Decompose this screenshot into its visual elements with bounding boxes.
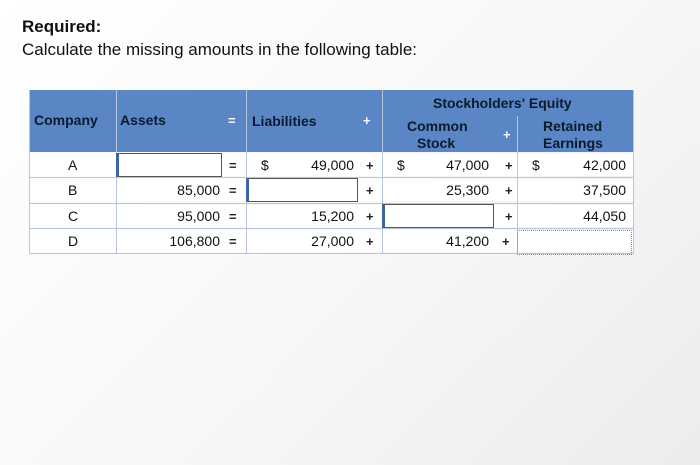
plus-sign: +	[366, 183, 374, 198]
header-assets: Assets	[120, 112, 166, 128]
header-equals: =	[228, 113, 236, 128]
col-divider	[633, 90, 634, 254]
company-label: A	[68, 157, 78, 173]
common-stock-input-c[interactable]	[382, 204, 494, 228]
plus-sign: +	[366, 234, 374, 249]
plus-sign: +	[505, 158, 513, 173]
common-stock-value: 41,200	[446, 233, 489, 249]
header-liabilities: Liabilities	[252, 113, 317, 129]
plus-sign: +	[505, 209, 513, 224]
header-plus-2: +	[503, 127, 511, 142]
retained-earnings-value: 37,500	[583, 182, 626, 198]
header-common-stock-1: Common	[407, 118, 468, 134]
plus-sign: +	[505, 183, 513, 198]
liabilities-value: 49,000	[311, 157, 354, 173]
plus-sign: +	[502, 234, 510, 249]
assets-input-a[interactable]	[116, 153, 222, 177]
header-retained-2: Earnings	[543, 135, 603, 151]
equals-sign: =	[229, 158, 237, 173]
dollar-sign: $	[532, 157, 540, 173]
retained-earnings-input-d[interactable]	[517, 230, 632, 255]
assets-value: 95,000	[177, 208, 220, 224]
company-label: D	[68, 233, 79, 249]
common-stock-value: 47,000	[446, 157, 489, 173]
dollar-sign: $	[397, 157, 405, 173]
header-plus: +	[363, 113, 371, 128]
retained-earnings-value: 44,050	[583, 208, 626, 224]
instructions-text: Calculate the missing amounts in the following table:	[22, 40, 417, 59]
col-divider	[246, 90, 247, 254]
assets-value: 106,800	[169, 233, 220, 249]
header-stockholders-equity: Stockholders' Equity	[433, 95, 572, 111]
col-divider	[29, 90, 30, 254]
equals-sign: =	[229, 234, 237, 249]
plus-sign: +	[366, 209, 374, 224]
required-heading: Required:	[22, 17, 102, 36]
retained-earnings-value: 42,000	[583, 157, 626, 173]
header-retained-1: Retained	[543, 118, 603, 134]
header-common-stock-2: Stock	[417, 135, 456, 151]
company-label: C	[68, 208, 79, 224]
liabilities-input-b[interactable]	[246, 178, 358, 202]
equals-sign: =	[229, 183, 237, 198]
header-company: Company	[34, 112, 98, 128]
col-divider	[382, 90, 383, 254]
plus-sign: +	[366, 158, 374, 173]
row-divider	[29, 228, 633, 229]
liabilities-value: 15,200	[311, 208, 354, 224]
liabilities-value: 27,000	[311, 233, 354, 249]
assets-value: 85,000	[177, 182, 220, 198]
dollar-sign: $	[261, 157, 269, 173]
company-label: B	[68, 182, 78, 198]
row-divider	[29, 203, 633, 204]
equals-sign: =	[229, 209, 237, 224]
common-stock-value: 25,300	[446, 182, 489, 198]
